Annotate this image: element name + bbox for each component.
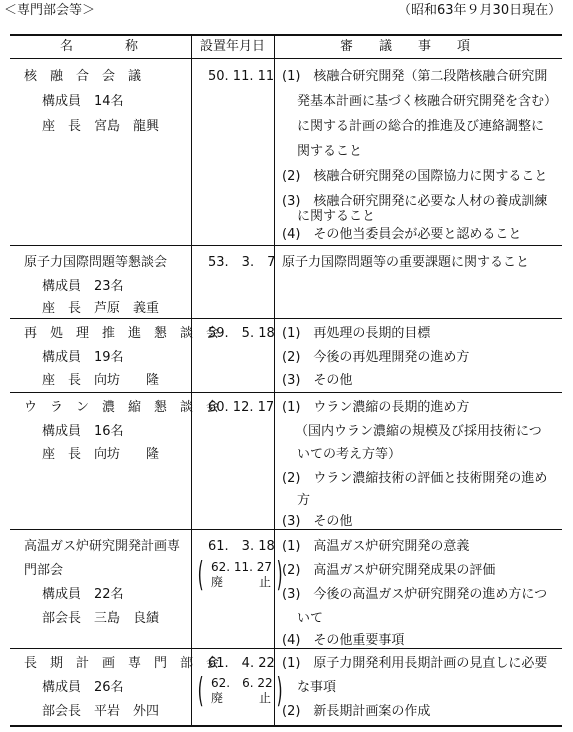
matter-line: 方 xyxy=(297,493,311,508)
matter-line: (2) 今後の再処理開発の進め方 xyxy=(282,350,470,365)
established-date: 50. 11. 11 xyxy=(208,69,275,84)
column-divider xyxy=(191,34,192,727)
row-divider xyxy=(10,318,562,319)
committee-members: 構成員 14名 xyxy=(42,94,124,109)
abolished-note: ( 62. 6. 22 廃 止 ) xyxy=(197,671,283,711)
matter-line: （国内ウラン濃縮の規模及び採用技術につ xyxy=(295,424,542,439)
matter-line: (2) 核融合研究開発の国際協力に関すること xyxy=(282,169,548,184)
matter-line: (1) 高温ガス炉研究開発の意義 xyxy=(282,539,470,554)
committee-members: 構成員 16名 xyxy=(42,424,124,439)
committee-members: 構成員 19名 xyxy=(42,350,124,365)
matter-line: に関すること xyxy=(297,209,376,224)
committee-chair: 座 長 芦原 義重 xyxy=(42,301,160,316)
matter-line: (1) ウラン濃縮の長期的進め方 xyxy=(282,400,470,415)
committee-name-continued: 門部会 xyxy=(24,563,64,578)
abolished-label: 廃 止 xyxy=(211,575,272,589)
matter-line: (4) その他重要事項 xyxy=(282,633,405,648)
abolished-date: 62. 6. 22 xyxy=(211,676,273,690)
matter-line: (2) 新長期計画案の作成 xyxy=(282,704,431,719)
committee-chair: 座 長 宮島 龍興 xyxy=(42,119,160,134)
committee-chair: 部会長 三島 良績 xyxy=(42,611,160,626)
matter-line: に関する計画の総合的推進及び連絡調整に xyxy=(297,119,545,134)
matter-line: (3) 今後の高温ガス炉研究開発の進め方につ xyxy=(282,587,548,602)
committee-name: 核 融 合 会 議 xyxy=(24,69,142,84)
matter-line: (1) 原子力開発利用長期計画の見直しに必要 xyxy=(282,656,548,671)
table-top-rule xyxy=(10,34,562,36)
committees-table xyxy=(10,34,562,727)
matter-line: (2) 高温ガス炉研究開発成果の評価 xyxy=(282,563,496,578)
committee-name: 長 期 計 画 専 門 部 会 xyxy=(24,656,220,671)
matter-line: いて xyxy=(297,611,324,626)
matter-line: 原子力国際問題等の重要課題に関すること xyxy=(282,255,530,270)
matter-line: な事項 xyxy=(297,680,337,695)
abolished-note: ( 62. 11. 27 廃 止 ) xyxy=(197,555,283,595)
committee-chair: 座 長 向坊 隆 xyxy=(42,447,160,462)
row-divider xyxy=(10,648,562,649)
committee-name: 高温ガス炉研究開発計画専 xyxy=(24,539,181,554)
as-of-date-caption: （昭和63年９月30日現在） xyxy=(398,3,562,18)
header-bottom-rule xyxy=(10,58,562,59)
matter-line: 関すること xyxy=(297,144,363,159)
matter-line: (1) 再処理の長期的目標 xyxy=(282,326,431,341)
established-date: 61. 3. 18 xyxy=(208,539,275,554)
row-divider xyxy=(10,529,562,530)
established-date: 59. 5. 18 xyxy=(208,326,275,341)
row-divider xyxy=(10,245,562,246)
committee-name: ウ ラ ン 濃 縮 懇 談 会 xyxy=(24,400,220,415)
column-divider xyxy=(274,34,275,727)
row-divider xyxy=(10,392,562,393)
matter-line: 発基本計画に基づく核融合研究開発を含む） xyxy=(297,94,558,109)
committee-members: 構成員 26名 xyxy=(42,680,124,695)
established-date: 53. 3. 7 xyxy=(208,255,276,270)
matter-line: (3) その他 xyxy=(282,514,353,529)
established-date: 61. 4. 22 xyxy=(208,656,275,671)
committee-name: 再 処 理 推 進 懇 談 会 xyxy=(24,326,220,341)
matter-line: いての考え方等） xyxy=(297,447,402,462)
committee-members: 構成員 23名 xyxy=(42,279,124,294)
header-matters: 審 議 事 項 xyxy=(340,39,471,54)
committee-name: 原子力国際問題等懇談会 xyxy=(24,255,168,270)
section-caption: ＜専門部会等＞ xyxy=(4,3,96,18)
abolished-date: 62. 11. 27 xyxy=(211,560,273,574)
header-date: 設置年月日 xyxy=(200,39,266,54)
abolished-label: 廃 止 xyxy=(211,691,272,705)
table-bottom-rule xyxy=(10,725,562,727)
matter-line: (4) その他当委員会が必要と認めること xyxy=(282,227,522,242)
header-name: 名 称 xyxy=(60,39,139,54)
committee-chair: 座 長 向坊 隆 xyxy=(42,373,160,388)
matter-line: (3) 核融合研究開発に必要な人材の養成訓練 xyxy=(282,194,548,209)
matter-line: (2) ウラン濃縮技術の評価と技術開発の進め xyxy=(282,471,548,486)
matter-line: (3) その他 xyxy=(282,373,353,388)
established-date: 60. 12. 17 xyxy=(208,400,275,415)
committee-chair: 部会長 平岩 外四 xyxy=(42,704,160,719)
matter-line: (1) 核融合研究開発（第二段階核融合研究開 xyxy=(282,69,548,84)
committee-members: 構成員 22名 xyxy=(42,587,124,602)
